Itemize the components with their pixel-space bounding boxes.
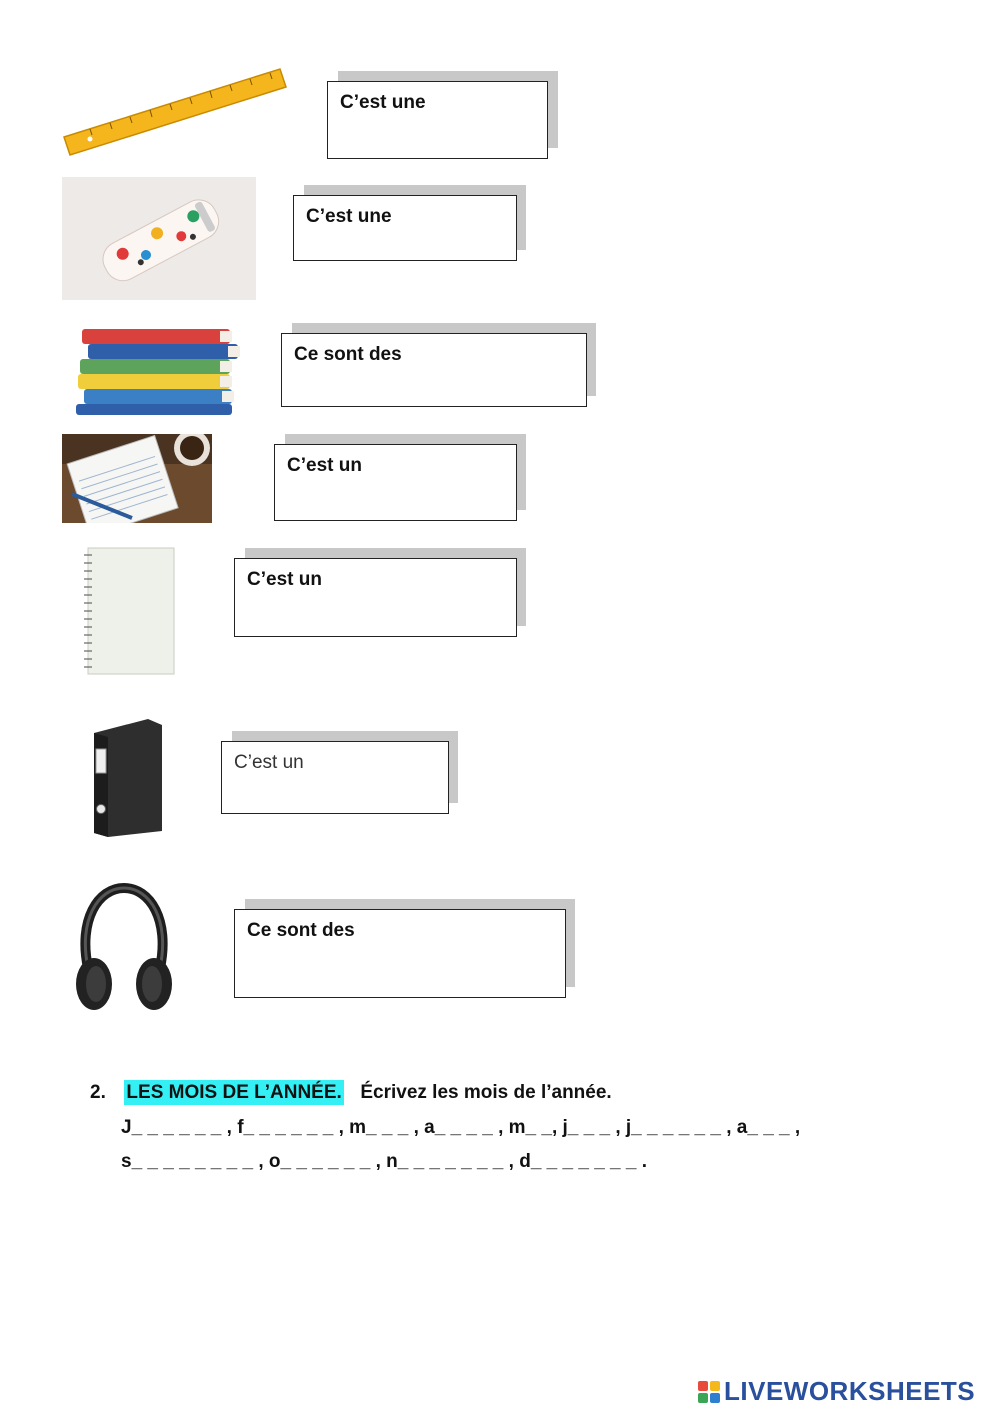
months-line-2[interactable]: s_ _ _ _ _ _ _ _ , o_ _ _ _ _ _ , n_ _ _ _ _ _ _ , d_ _ _ _ _ _ _ . bbox=[121, 1151, 648, 1172]
prompt-text: C’est un bbox=[287, 455, 362, 476]
pencil-case-image bbox=[62, 177, 256, 300]
answer-box-headphones[interactable] bbox=[234, 909, 566, 998]
section-2-title-line bbox=[90, 1082, 612, 1104]
headphones-image bbox=[72, 880, 176, 1015]
prompt-text: Ce sont des bbox=[247, 920, 355, 941]
answer-box-ruler[interactable] bbox=[327, 81, 548, 159]
months-line-1[interactable]: J_ _ _ _ _ _ , f_ _ _ _ _ _ , m_ _ _ , a_ _ _ _ , m_ _, j_ _ _ , j_ _ _ _ _ _ , a_ _ _ , bbox=[121, 1117, 801, 1138]
answer-box-binder[interactable] bbox=[221, 741, 449, 814]
notebook-image bbox=[82, 545, 178, 677]
ruler-image bbox=[60, 65, 290, 160]
section-number: 2. bbox=[90, 1082, 106, 1103]
logo-grid-icon bbox=[698, 1381, 720, 1403]
prompt-text: Ce sont des bbox=[294, 344, 402, 365]
books-image bbox=[70, 325, 245, 415]
prompt-text: C’est un bbox=[247, 569, 322, 590]
prompt-text: C’est un bbox=[234, 752, 304, 773]
answer-box-books[interactable] bbox=[281, 333, 587, 407]
section-heading: LES MOIS DE L’ANNÉE. bbox=[126, 1082, 342, 1103]
agenda-image bbox=[62, 434, 212, 523]
logo-text: LIVEWORKSHEETS bbox=[724, 1376, 976, 1406]
answer-box-notebook[interactable] bbox=[234, 558, 517, 637]
answer-box-pencil-case[interactable] bbox=[293, 195, 517, 261]
section-instruction: Écrivez les mois de l’année. bbox=[360, 1082, 612, 1103]
binder-image bbox=[90, 715, 166, 839]
prompt-text: C’est une bbox=[306, 206, 392, 227]
answer-box-agenda[interactable] bbox=[274, 444, 517, 521]
prompt-text: C’est une bbox=[340, 92, 426, 113]
liveworksheets-logo bbox=[698, 1376, 975, 1407]
